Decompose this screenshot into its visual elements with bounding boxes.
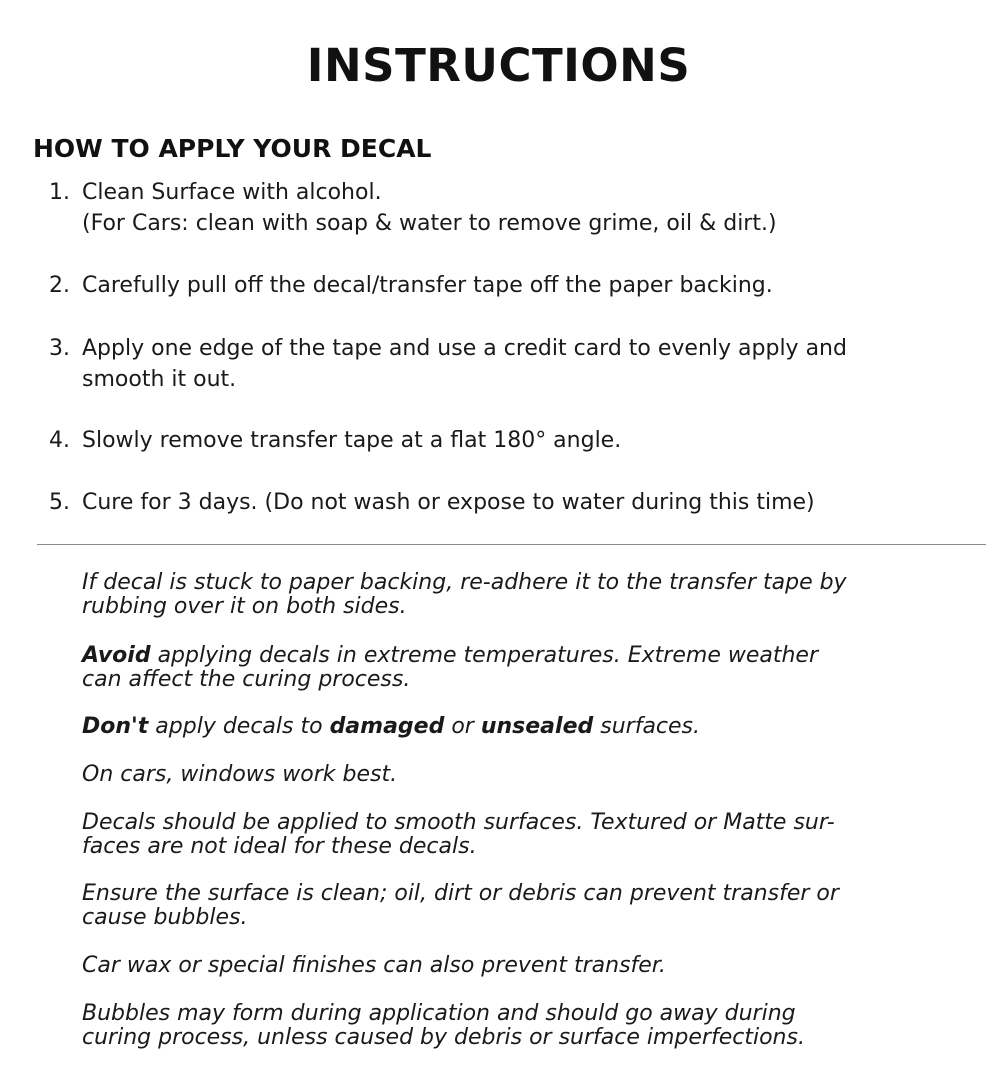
tip-line: curing process, unless caused by debris or surface imperfections. — [82, 1025, 805, 1050]
step-number: 2. — [49, 273, 70, 298]
step-number: 3. — [49, 336, 70, 361]
step-text: Cure for 3 days. (Do not wash or expose to water during this time) — [82, 490, 815, 515]
tip-line: cause bubbles. — [82, 905, 248, 930]
tip-line: If decal is stuck to paper backing, re-adhere it to the transfer tape by — [82, 570, 847, 595]
tip-line: Decals should be applied to smooth surfaces. Textured or Matte sur- — [82, 810, 835, 835]
step-number: 5. — [49, 490, 70, 515]
step-line: Apply one edge of the tape and use a credit card to evenly apply and — [82, 336, 847, 361]
step-line: Clean Surface with alcohol. — [82, 180, 382, 205]
tip-line: can affect the curing process. — [82, 667, 411, 692]
step-number: 4. — [49, 428, 70, 453]
page-title: INSTRUCTIONS — [306, 39, 691, 92]
tip-text: surfaces. — [593, 714, 701, 739]
tip-text: apply decals to — [148, 714, 330, 739]
tip-note — [82, 811, 982, 859]
section-heading: HOW TO APPLY YOUR DECAL — [33, 134, 432, 163]
tip-line: Ensure the surface is clean; oil, dirt or debris can prevent transfer or — [82, 881, 839, 906]
tip-line: Bubbles may form during application and should go away during — [82, 1001, 796, 1026]
tip-note: On cars, windows work best. — [82, 762, 398, 787]
tip-note — [82, 571, 982, 619]
step-line: smooth it out. — [82, 367, 237, 392]
tip-note — [82, 1002, 982, 1050]
emphasis: Don't — [82, 714, 149, 739]
tip-note — [82, 644, 982, 692]
emphasis: damaged — [329, 714, 445, 739]
tip-note: Car wax or special finishes can also prevent transfer. — [82, 953, 666, 978]
section-divider — [37, 544, 986, 545]
step-line: (For Cars: clean with soap & water to remove grime, oil & dirt.) — [82, 211, 777, 236]
step-text: Carefully pull off the decal/transfer tape off the paper backing. — [82, 273, 773, 298]
tip-line: faces are not ideal for these decals. — [82, 834, 477, 859]
step-text — [82, 177, 982, 239]
emphasis: Avoid — [82, 643, 151, 668]
tip-line: applying decals in extreme temperatures. Extreme weather — [150, 643, 819, 668]
step-text: Slowly remove transfer tape at a flat 180° angle. — [82, 428, 622, 453]
emphasis: unsealed — [480, 714, 594, 739]
step-text — [82, 333, 982, 395]
tip-line: rubbing over it on both sides. — [82, 594, 407, 619]
step-number: 1. — [49, 180, 70, 205]
tip-text: or — [444, 714, 481, 739]
tip-note — [82, 882, 982, 930]
tip-note — [82, 715, 982, 739]
